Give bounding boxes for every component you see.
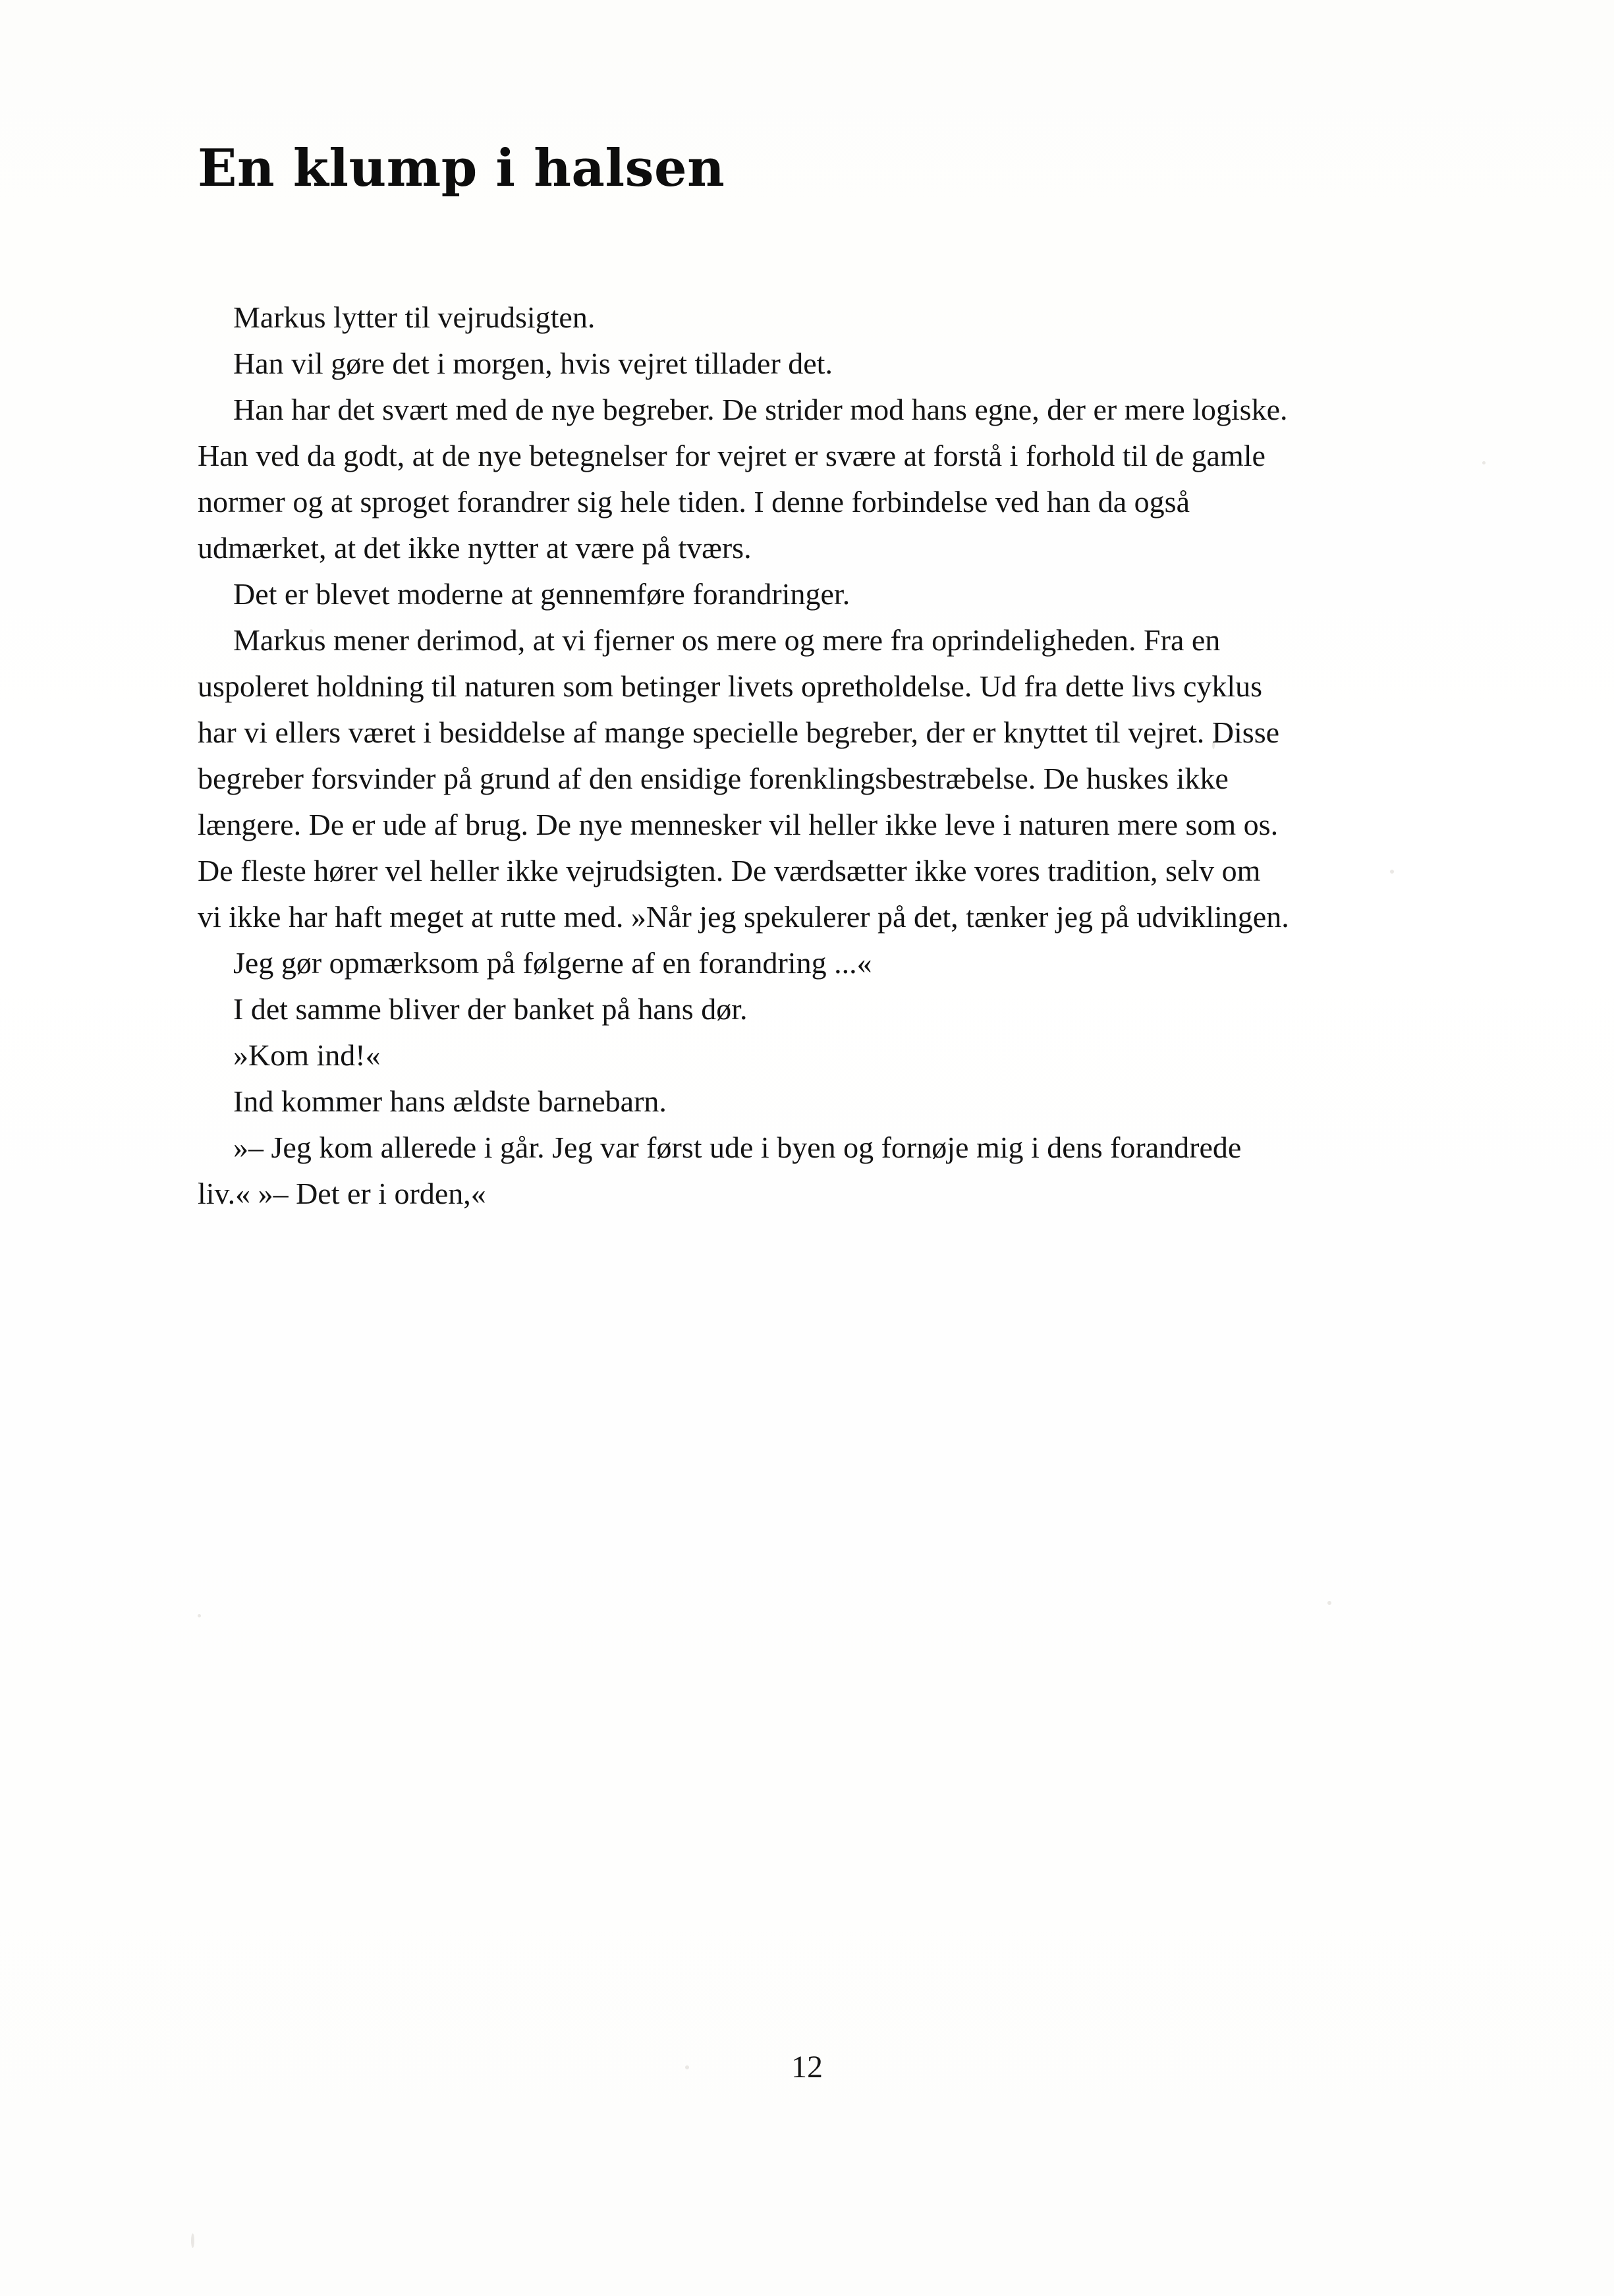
paragraph: Han har det svært med de nye begreber. De strider mod hans egne, der er mere logiske. Han ved da godt, at de nye betegnelser for vejret er svære at forstå i forhold til de gamle normer og at sproget forandrer sig hele tiden. I denne forbindelse ved han da også udmærket, at det ikke nytter at være på tværs. xyxy=(198,392,1288,565)
scan-speck xyxy=(191,2233,194,2248)
paragraph: Jeg gør opmærksom på følgerne af en forandring ...« xyxy=(233,945,872,980)
scan-speck xyxy=(198,1614,201,1617)
scan-speck xyxy=(1482,461,1486,464)
paragraph: Markus mener derimod, at vi fjerner os mere og mere fra oprindeligheden. Fra en uspoleret holdning til naturen som betinger livets opretholdelse. Ud fra dette livs cyklus har vi ellers været i besiddelse af mange specielle begreber, der er knyttet til vejret. Disse begreber forsvinder på grund af den ensidige forenklingsbestræbelse. De huskes ikke længere. De er ude af brug. De nye mennesker vil heller ikke leve i naturen mere som os. De fleste hører vel heller ikke vejrudsigten. De værdsætter ikke vores tradition, selv om vi ikke har haft meget at rutte med. »Når jeg spekulerer på det, tænker jeg på udviklingen. xyxy=(198,623,1289,934)
page-number: 12 xyxy=(791,2050,823,2085)
paragraph: Han vil gøre det i morgen, hvis vejret tillader det. xyxy=(233,346,833,380)
body-text xyxy=(198,294,1291,1217)
chapter-title: En klump i halsen xyxy=(198,138,725,198)
paragraph: »Kom ind!« xyxy=(233,1038,381,1072)
paragraph: I det samme bliver der banket på hans dør. xyxy=(233,992,748,1026)
page-content xyxy=(198,138,1291,1217)
scan-speck xyxy=(1390,870,1394,874)
scan-speck xyxy=(1327,1601,1331,1605)
paragraph: Det er blevet moderne at gennemføre forandringer. xyxy=(233,576,850,611)
paragraph: Markus lytter til vejrudsigten. xyxy=(233,300,596,334)
paragraph: Ind kommer hans ældste barnebarn. xyxy=(233,1084,667,1118)
paragraph: »– Jeg kom allerede i går. Jeg var først ude i byen og fornøje mig i dens forandrede liv.« »– Det er i orden,« xyxy=(198,1130,1242,1210)
